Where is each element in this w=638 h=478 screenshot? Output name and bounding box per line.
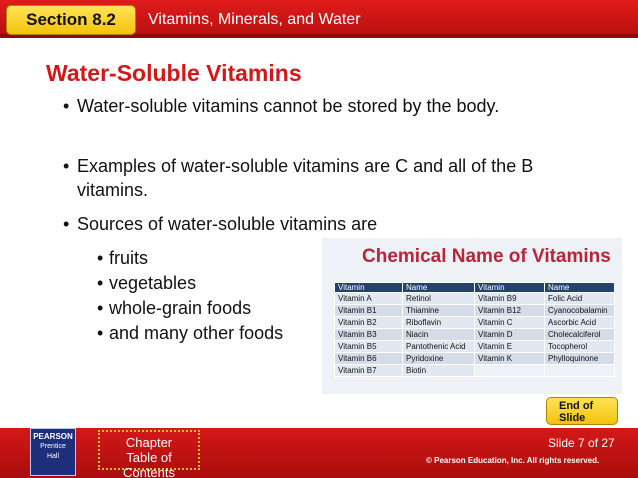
bullet-dot: •	[97, 298, 104, 318]
toc-line2: Table of Contents	[122, 450, 176, 478]
table-cell: Pyridoxine	[403, 353, 475, 365]
toc-line1: Chapter	[125, 435, 173, 450]
bullet-dot: •	[63, 96, 70, 116]
table-cell: Vitamin A	[335, 293, 403, 305]
table-cell: Vitamin C	[475, 317, 545, 329]
table-cell: Vitamin K	[475, 353, 545, 365]
sub-bullet-text: fruits	[109, 248, 149, 268]
sub-bullet-item	[97, 246, 148, 270]
bullet-dot: •	[97, 273, 104, 293]
table-cell: Cyanocobalamin	[545, 305, 615, 317]
bullet-item	[63, 94, 543, 118]
end-slide-line1: End of	[559, 400, 594, 412]
table-row	[335, 305, 615, 317]
table-cell: Vitamin B1	[335, 305, 403, 317]
slide-number: Slide 7 of 27	[548, 436, 615, 450]
table-cell: Vitamin B3	[335, 329, 403, 341]
table-row	[335, 317, 615, 329]
table-header-row	[335, 283, 615, 293]
table-cell: Phylloquinone	[545, 353, 615, 365]
section-tab: Section 8.2	[6, 5, 136, 35]
column-header: Vitamin	[335, 283, 403, 293]
chapter-title: Vitamins, Minerals, and Water	[148, 11, 361, 28]
table-row	[335, 353, 615, 365]
end-slide-line2: Slide	[559, 412, 586, 424]
sub-bullet-item	[97, 271, 196, 295]
footer-bar	[0, 428, 638, 478]
table-cell: Vitamin E	[475, 341, 545, 353]
table-row	[335, 365, 615, 377]
vitamin-table	[334, 282, 615, 377]
bullet-dot: •	[97, 248, 104, 268]
table-cell: Biotin	[403, 365, 475, 377]
header-bar	[0, 0, 638, 38]
bullet-dot: •	[97, 323, 104, 343]
end-of-slide-button[interactable]	[546, 397, 618, 425]
logo-word: PEARSON	[33, 432, 73, 441]
table-cell-empty	[475, 365, 545, 377]
bullet-text: Water-soluble vitamins cannot be stored by the body.	[77, 96, 500, 116]
logo-sub: Hall	[46, 453, 60, 460]
table-cell: Folic Acid	[545, 293, 615, 305]
copyright-notice: © Pearson Education, Inc. All rights reserved.	[426, 456, 600, 465]
chapter-toc-button[interactable]	[98, 430, 200, 478]
bullet-dot: •	[63, 214, 70, 234]
sub-bullet-text: and many other foods	[109, 323, 284, 343]
table-cell-empty	[545, 365, 615, 377]
sub-bullet-item	[97, 296, 251, 320]
pearson-logo	[30, 428, 76, 476]
bullet-item	[63, 154, 563, 202]
vitamin-table-figure	[322, 238, 622, 394]
slide-title: Water-Soluble Vitamins	[46, 60, 302, 86]
table-cell: Vitamin B9	[475, 293, 545, 305]
table-row	[335, 329, 615, 341]
sub-bullet-text: vegetables	[109, 273, 197, 293]
table-row	[335, 341, 615, 353]
vitamin-table-title: Chemical Name of Vitamins	[362, 246, 611, 267]
sub-bullet-text: whole-grain foods	[109, 298, 252, 318]
table-cell: Vitamin B2	[335, 317, 403, 329]
bullet-text: Examples of water-soluble vitamins are C and all of the B vitamins.	[77, 156, 534, 200]
table-cell: Tocopherol	[545, 341, 615, 353]
column-header: Vitamin	[475, 283, 545, 293]
table-cell: Riboflavin	[403, 317, 475, 329]
column-header: Name	[403, 283, 475, 293]
table-cell: Pantothenic Acid	[403, 341, 475, 353]
table-cell: Vitamin B6	[335, 353, 403, 365]
table-cell: Ascorbic Acid	[545, 317, 615, 329]
table-cell: Cholecalciferol	[545, 329, 615, 341]
table-cell: Niacin	[403, 329, 475, 341]
table-row	[335, 293, 615, 305]
table-cell: Vitamin D	[475, 329, 545, 341]
table-cell: Retinol	[403, 293, 475, 305]
bullet-text: Sources of water-soluble vitamins are	[77, 214, 378, 234]
table-cell: Vitamin B7	[335, 365, 403, 377]
bullet-item	[63, 212, 563, 236]
table-cell: Vitamin B12	[475, 305, 545, 317]
bullet-dot: •	[63, 156, 70, 176]
table-cell: Vitamin B5	[335, 341, 403, 353]
sub-bullet-item	[97, 321, 283, 345]
table-cell: Thiamine	[403, 305, 475, 317]
column-header: Name	[545, 283, 615, 293]
logo-sub: Prentice	[40, 443, 66, 450]
